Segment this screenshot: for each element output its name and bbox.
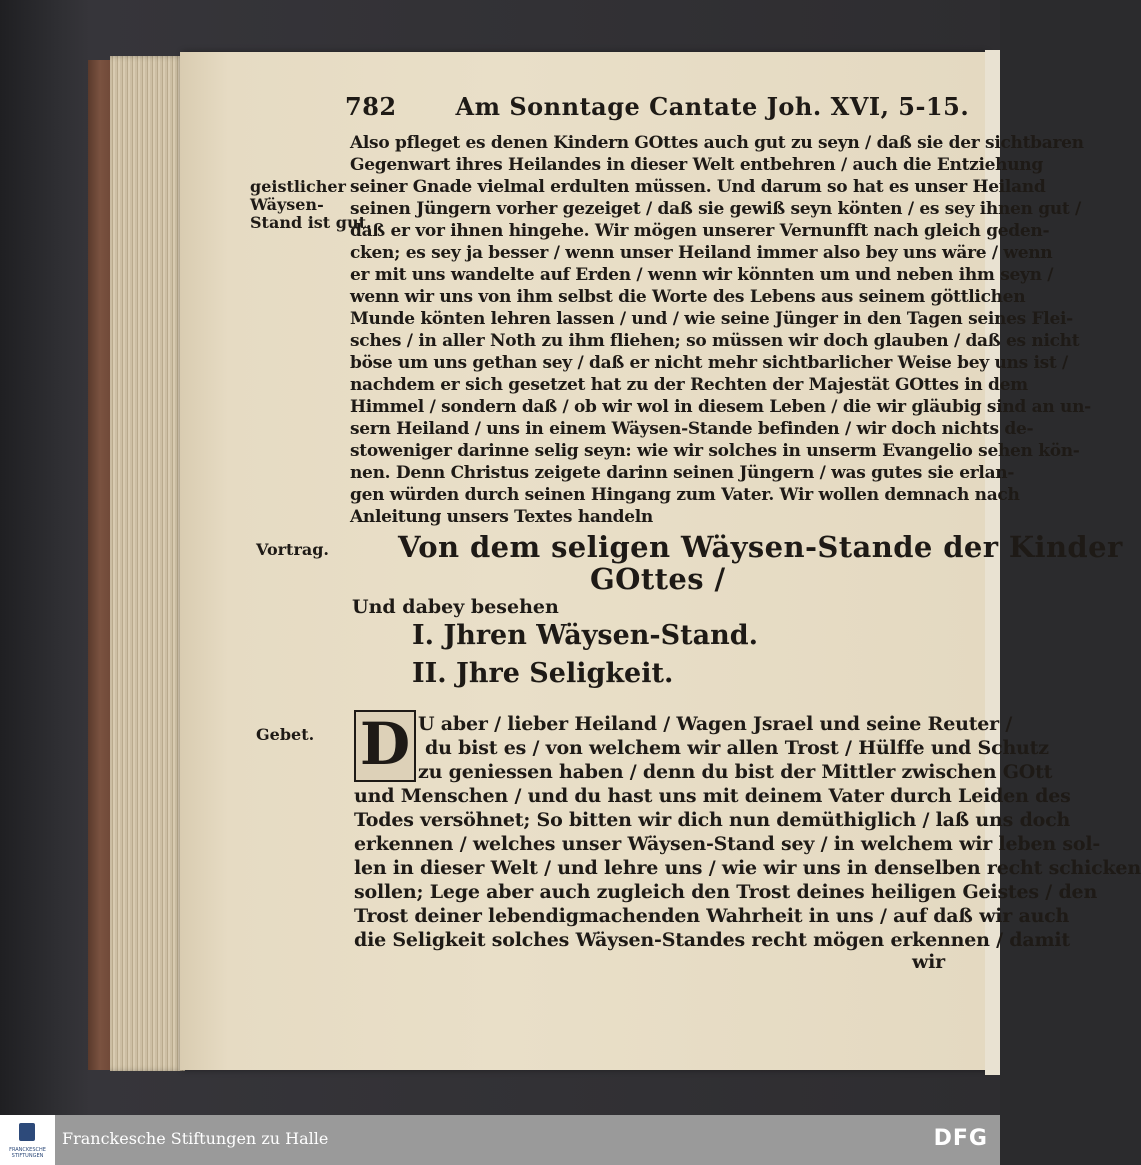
body-line: seinen Jüngern vorher gezeiget / daß sie gewiß seyn könten / es sey ihnen gut /	[350, 199, 1081, 219]
margin-note-line: Wäysen-	[250, 195, 324, 214]
body-line: cken; es sey ja besser / wenn unser Heiland immer also bey uns wäre / wenn	[350, 243, 1053, 263]
institution-logo[interactable]	[0, 1115, 55, 1165]
body-line: daß er vor ihnen hingehe. Wir mögen unserer Vernunfft nach gleich geden-	[350, 221, 1050, 241]
running-title: Am Sonntage Cantate Joh. XVI, 5-15.	[455, 92, 970, 121]
prayer-line: zu geniessen haben / denn du bist der Mittler zwischen GOtt	[418, 761, 1053, 783]
sermon-title-line1: Von dem seligen Wäysen-Stande der Kinder	[398, 530, 1123, 564]
dfg-logo[interactable]: DFG	[933, 1126, 988, 1151]
body-line: Himmel / sondern daß / ob wir wol in diesem Leben / die wir gläubig sind an un-	[350, 397, 1091, 417]
running-header	[345, 92, 969, 121]
prayer-line: Todes versöhnet; So bitten wir dich nun demüthiglich / laß uns doch	[354, 809, 1071, 831]
institution-name: Franckesche Stiftungen zu Halle	[62, 1129, 329, 1148]
building-icon	[19, 1123, 35, 1141]
drop-cap-initial: D	[354, 710, 416, 782]
page-number: 782	[345, 92, 397, 121]
prayer-line: die Seligkeit solches Wäysen-Standes recht mögen erkennen / damit	[354, 929, 1070, 951]
margin-note-line: geistlicher	[250, 177, 346, 196]
logo-text: FRANCKESCHE STIFTUNGEN	[9, 1147, 46, 1159]
body-line: Gegenwart ihres Heilandes in dieser Welt entbehren / auch die Entziehung	[350, 155, 1043, 175]
body-line: seiner Gnade vielmal erdulten müssen. Und darum so hat es unser Heiland	[350, 177, 1046, 197]
sermon-title-line2: GOttes /	[590, 562, 726, 596]
prayer-line: len in dieser Welt / und lehre uns / wie wir uns in denselben recht schicken	[354, 857, 1141, 879]
body-line: wenn wir uns von ihm selbst die Worte des Lebens aus seinem göttlichen	[350, 287, 1026, 307]
body-line: Munde könten lehren lassen / und / wie seine Jünger in den Tagen seines Flei-	[350, 309, 1073, 329]
body-line: gen würden durch seinen Hingang zum Vater. Wir wollen demnach nach	[350, 485, 1020, 505]
margin-note-vortrag: Vortrag.	[256, 540, 329, 559]
body-line: sern Heiland / uns in einem Wäysen-Stande befinden / wir doch nichts de-	[350, 419, 1034, 439]
body-line: nachdem er sich gesetzet hat zu der Rechten der Majestät GOttes in dem	[350, 375, 1028, 395]
prayer-line: und Menschen / und du hast uns mit deinem Vater durch Leiden des	[354, 785, 1071, 807]
part-one: I. Jhren Wäysen-Stand.	[412, 620, 759, 651]
body-line: Anleitung unsers Textes handeln	[350, 507, 653, 527]
subheading: Und dabey besehen	[352, 596, 559, 618]
part-two: II. Jhre Seligkeit.	[412, 658, 674, 689]
prayer-line: erkennen / welches unser Wäysen-Stand sey / in welchem wir leben sol-	[354, 833, 1101, 855]
margin-note-gebet: Gebet.	[256, 725, 315, 744]
page-edges	[110, 56, 185, 1071]
body-line: sches / in aller Noth zu ihm fliehen; so müssen wir doch glauben / daß es nicht	[350, 331, 1080, 351]
catchword: wir	[912, 951, 945, 973]
margin-note-line: Stand ist gut.	[250, 213, 372, 232]
body-line: Also pfleget es denen Kindern GOttes auch gut zu seyn / daß sie der sichtbaren	[350, 133, 1084, 153]
body-line: stoweniger darinne selig seyn: wie wir solches in unserm Evangelio sehen kön-	[350, 441, 1080, 461]
prayer-line: U aber / lieber Heiland / Wagen Jsrael und seine Reuter /	[418, 713, 1013, 735]
body-line: er mit uns wandelte auf Erden / wenn wir könnten um und neben ihm seyn /	[350, 265, 1054, 285]
prayer-line: Trost deiner lebendigmachenden Wahrheit in uns / auf daß wir auch	[354, 905, 1070, 927]
prayer-line: sollen; Lege aber auch zugleich den Trost deines heiligen Geistes / den	[354, 881, 1098, 903]
body-line: nen. Denn Christus zeigete darinn seinen Jüngern / was gutes sie erlan-	[350, 463, 1015, 483]
prayer-line: du bist es / von welchem wir allen Trost / Hülffe und Schutz	[425, 737, 1049, 759]
body-line: böse um uns gethan sey / daß er nicht mehr sichtbarlicher Weise bey uns ist /	[350, 353, 1068, 373]
